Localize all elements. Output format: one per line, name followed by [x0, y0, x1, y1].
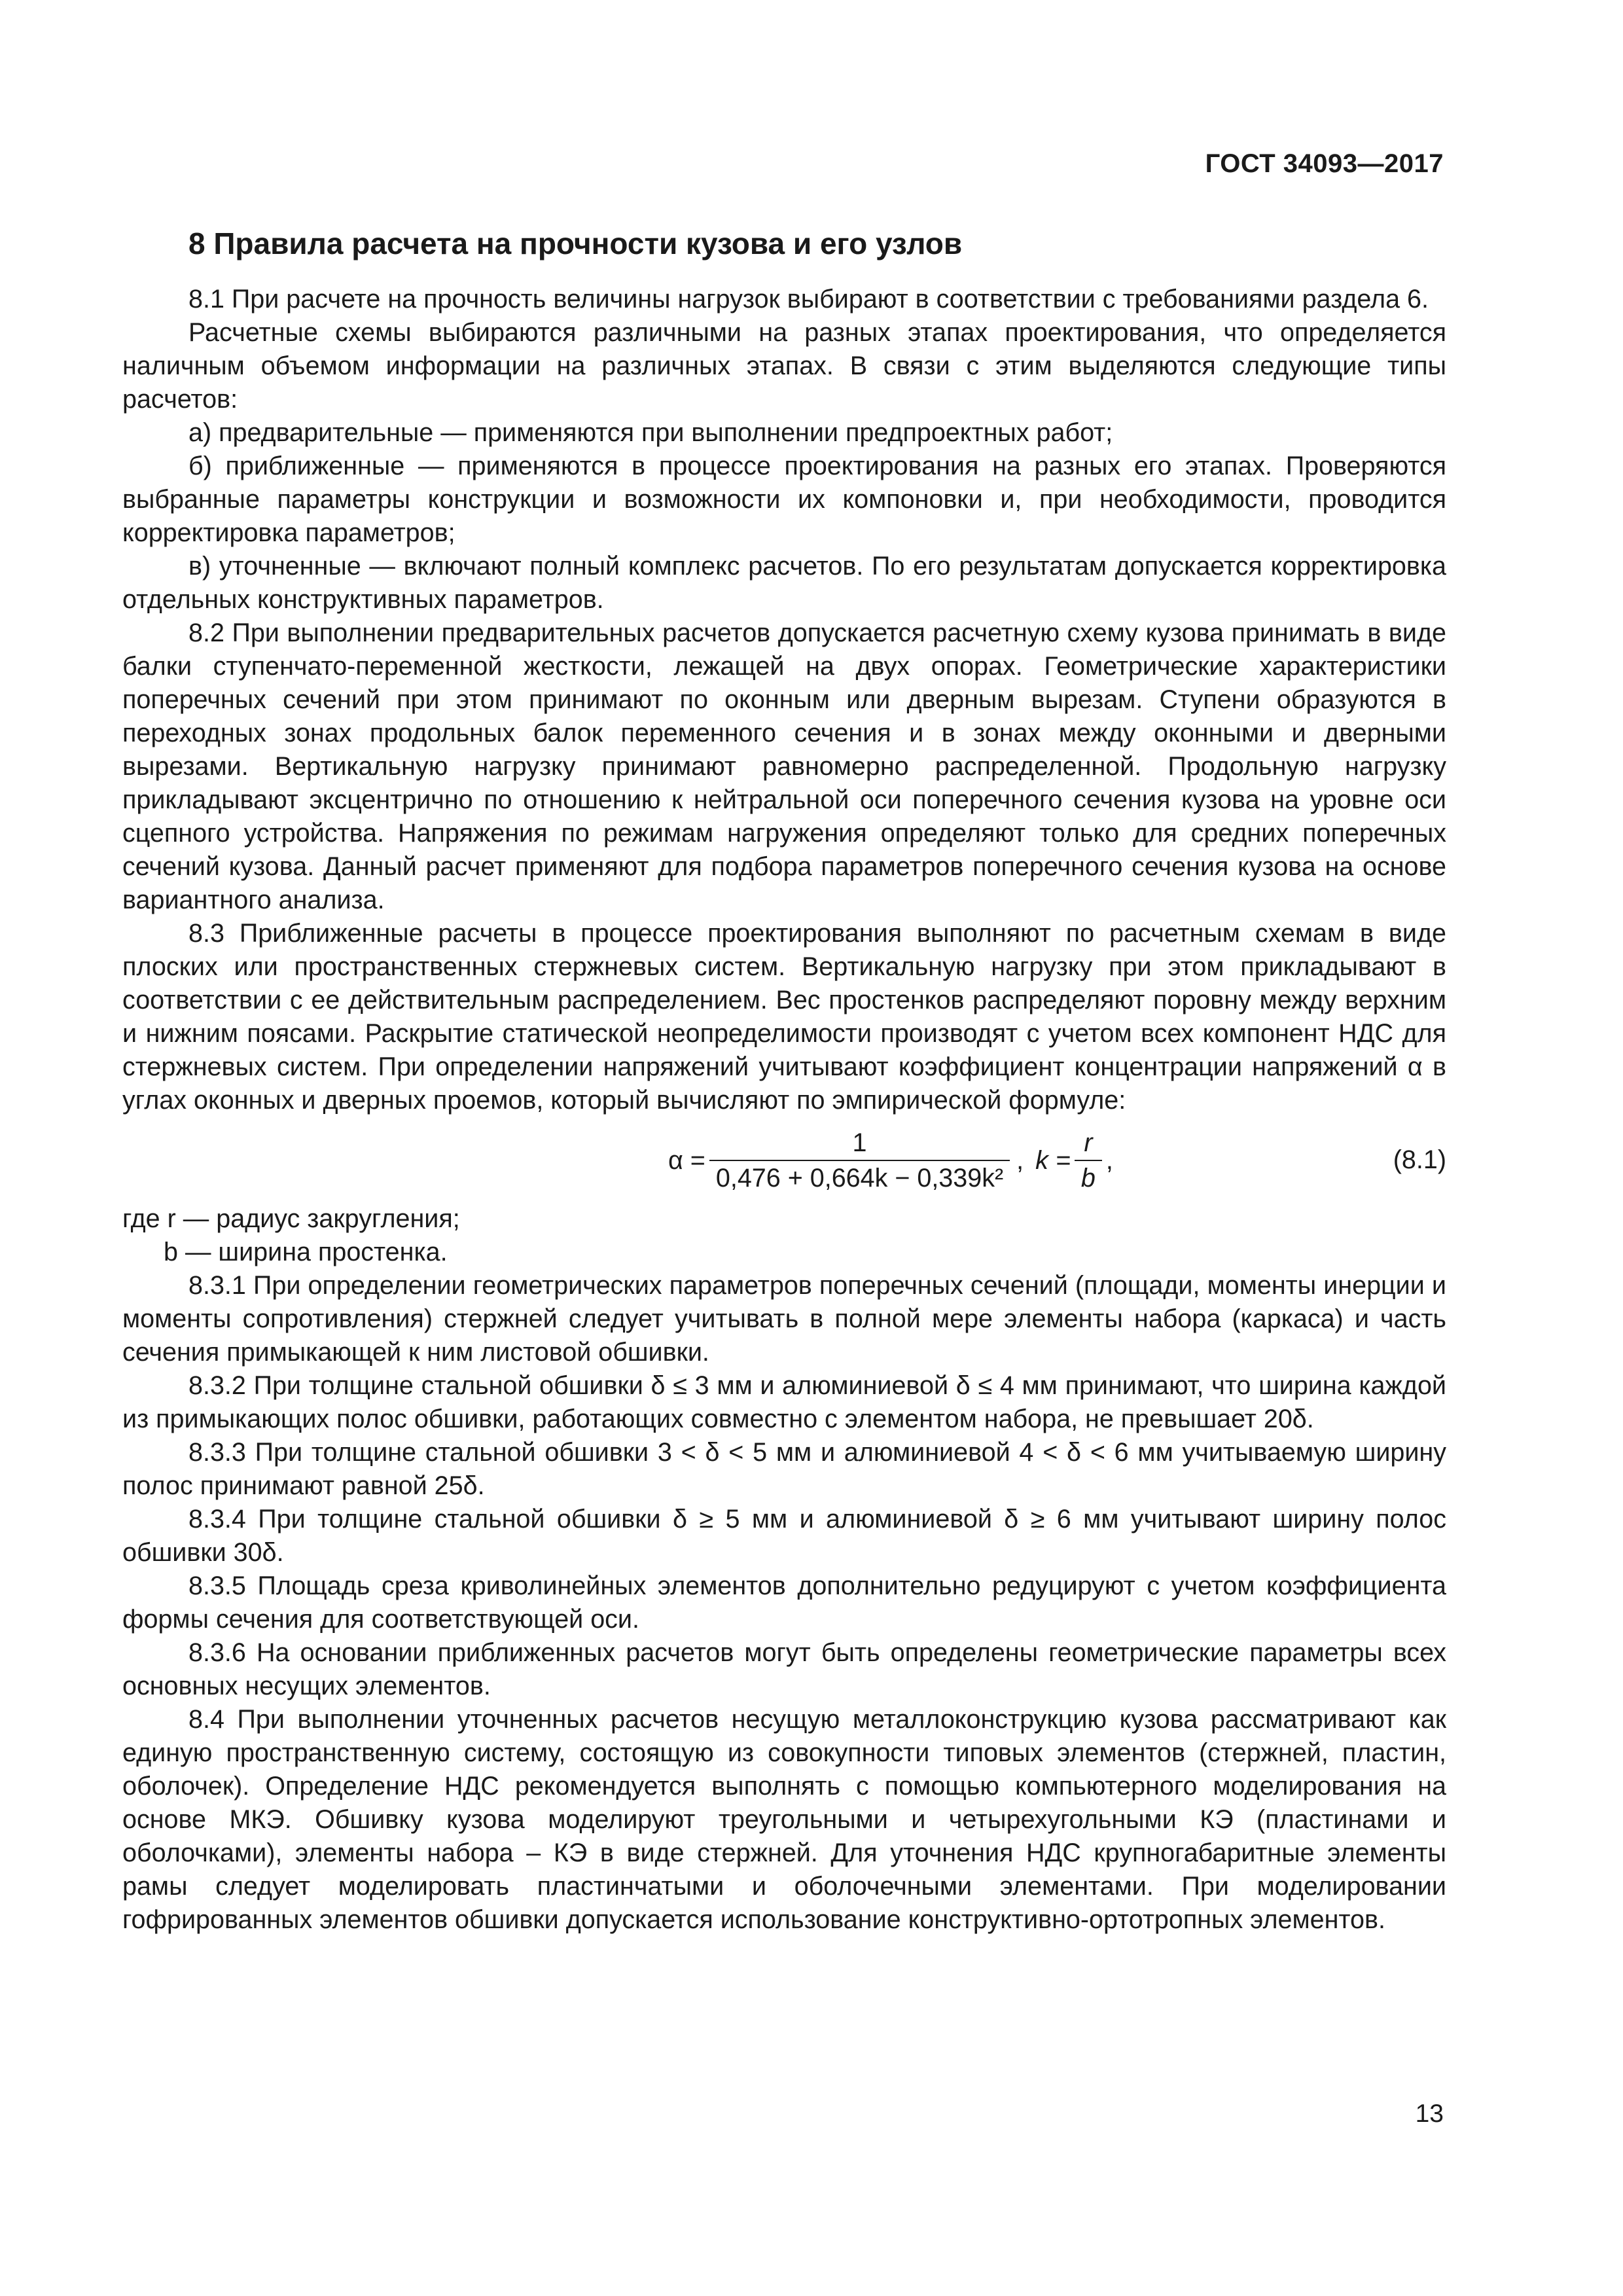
- formula-fraction: [709, 1128, 1010, 1193]
- paragraph-8-2: 8.2 При выполнении предварительных расчетов допускается расчетную схему кузова принимать в виде балки ступенчато-переменной жесткости, лежащей на двух опорах. Геометрические характеристики поперечных сечений при этом принимают по оконным или дверным вырезам. Ступени образуются в переходных зонах продольных балок переменного сечения и в зонах между оконными и дверными вырезами. Вертикальную нагрузку принимают равномерно распределенной. Продольную нагрузку прикладывают эксцентрично по отношению к нейтральной оси поперечного сечения кузова на уровне оси сцепного устройства. Напряжения по режимам нагружения определяют только для средних поперечных сечений кузова. Данный расчет применяют для подбора параметров поперечного сечения кузова на основе вариантного анализа.: [122, 619, 1446, 914]
- where-line-b: b — ширина простенка.: [164, 1238, 448, 1266]
- paragraph-8-4: 8.4 При выполнении уточненных расчетов несущую металлоконструкцию кузова рассматривают как единую пространственную систему, состоящую из совокупности типовых элементов (стержней, пластин, оболочек). Определение НДС рекомендуется выполнять с помощью компьютерного моделирования на основе МКЭ. Обшивку кузова моделируют треугольными и четырехугольными КЭ (пластинами и оболочками), элементы набора – КЭ в виде стержней. Для уточнения НДС крупногабаритные элементы рамы следует моделировать пластинчатыми и оболочечными элементами. При моделировании гофрированных элементов обшивки допускается использование конструктивно-ортотропных элементов.: [122, 1705, 1446, 1934]
- formula-trail: ,: [1105, 1146, 1113, 1175]
- formula-k-lhs: k =: [1035, 1146, 1071, 1175]
- formula-k-fraction: [1075, 1128, 1102, 1193]
- formula-k-denominator: b: [1075, 1160, 1102, 1193]
- paragraph-calc-schemes: Расчетные схемы выбираются различными на разных этапах проектирования, что определяется наличным объемом информации на различных этапах. В связи с этим выделяются следующие типы расчетов:: [122, 318, 1446, 414]
- document-code: ГОСТ 34093—2017: [1205, 149, 1444, 178]
- section-title: 8 Правила расчета на прочности кузова и его узлов: [188, 226, 963, 260]
- paragraph-8-3-5: 8.3.5 Площадь среза криволинейных элементов дополнительно редуцируют с учетом коэффициента формы сечения для соответствующей оси.: [122, 1571, 1446, 1634]
- formula-k-numerator: r: [1084, 1128, 1093, 1157]
- page-content: [122, 224, 1446, 1937]
- list-item-b: б) приближенные — применяются в процессе проектирования на разных его этапах. Проверяются выбранные параметры конструкции и возможности их компоновки и, при необходимости, проводится корректировка параметров;: [122, 452, 1446, 547]
- paragraph-8-3-1: 8.3.1 При определении геометрических параметров поперечных сечений (площади, моменты инерции и моменты сопротивления) стержней следует учитывать в полной мере элементы набора (каркаса) и часть сечения примыкающей к ним листовой обшивки.: [122, 1271, 1446, 1367]
- paragraph-8-3: 8.3 Приближенные расчеты в процессе проектирования выполняют по расчетным схемам в виде плоских или пространственных стержневых систем. Вертикальную нагрузку при этом прикладывают в соответствии с ее действительным распределением. Вес простенков распределяют поровну между верхним и нижним поясами. Раскрытие статической неопределимости производят с учетом всех компонент НДС для стержневых систем. При определении напряжений учитывают коэффициент концентрации напряжений α в углах оконных и дверных проемов, который вычисляют по эмпирической формуле:: [122, 919, 1446, 1115]
- paragraph-8-3-3: 8.3.3 При толщине стальной обшивки 3 < δ < 5 мм и алюминиевой 4 < δ < 6 мм учитываемую ширину полос принимают равной 25δ.: [122, 1438, 1446, 1500]
- formula-denominator: 0,476 + 0,664k − 0,339k²: [709, 1160, 1010, 1193]
- paragraph-8-1: 8.1 При расчете на прочность величины нагрузок выбирают в соответствии с требованиями раздела 6.: [188, 285, 1429, 314]
- paragraph-8-3-6: 8.3.6 На основании приближенных расчетов могут быть определены геометрические параметры всех основных несущих элементов.: [122, 1638, 1446, 1700]
- formula-number: (8.1): [1393, 1145, 1446, 1174]
- page-number: 13: [1415, 2100, 1444, 2128]
- formula-separator: ,: [1016, 1146, 1024, 1175]
- formula-numerator: 1: [852, 1128, 867, 1157]
- formula-expression: [668, 1124, 1113, 1197]
- paragraph-8-3-2: 8.3.2 При толщине стальной обшивки δ ≤ 3 мм и алюминиевой δ ≤ 4 мм принимают, что ширина каждой из примыкающих полос обшивки, работающих совместно с элементом набора, не превышает 20δ.: [122, 1371, 1446, 1433]
- list-item-a: а) предварительные — применяются при выполнении предпроектных работ;: [188, 418, 1113, 447]
- formula-lhs: α =: [668, 1146, 705, 1175]
- list-item-v: в) уточненные — включают полный комплекс расчетов. По его результатам допускается корректировка отдельных конструктивных параметров.: [122, 552, 1446, 614]
- where-line-r: где r — радиус закругления;: [122, 1204, 460, 1233]
- paragraph-8-3-4: 8.3.4 При толщине стальной обшивки δ ≥ 5 мм и алюминиевой δ ≥ 6 мм учитывают ширину полос обшивки 30δ.: [122, 1505, 1446, 1567]
- formula-8-1: [122, 1124, 1446, 1197]
